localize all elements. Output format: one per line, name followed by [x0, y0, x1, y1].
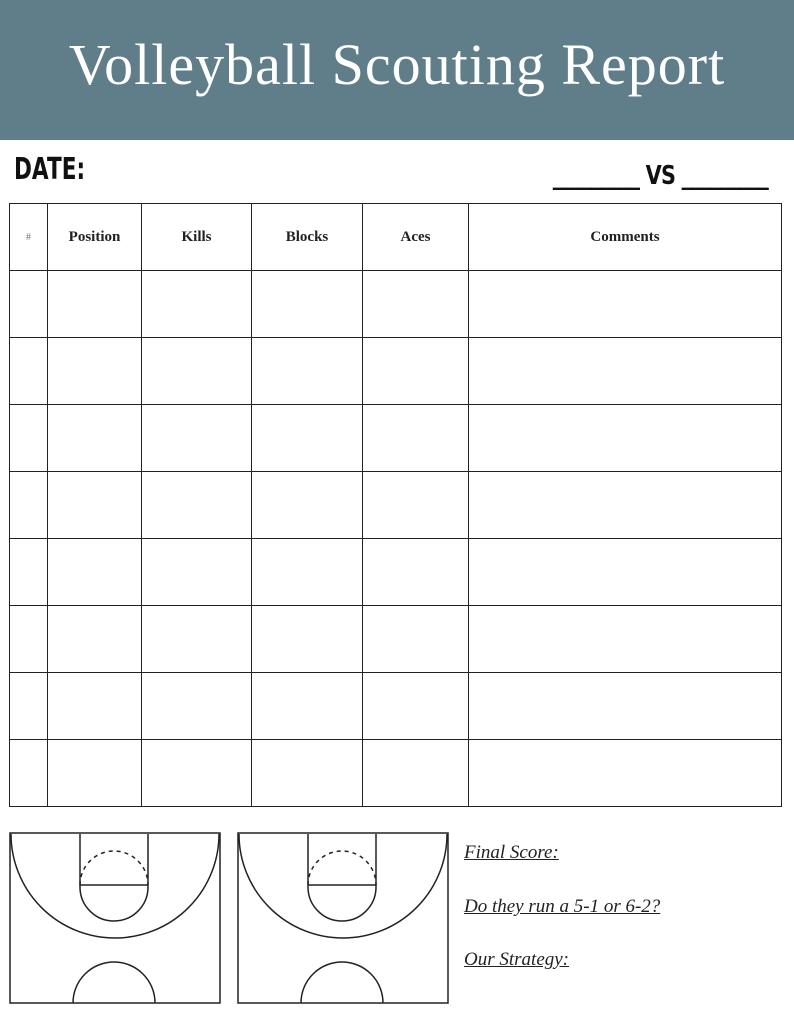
cell-comments[interactable] — [469, 338, 782, 405]
cell-aces[interactable] — [363, 740, 469, 807]
column-header-comments: Comments — [469, 204, 782, 271]
vs-label: VS — [645, 161, 676, 191]
cell-position[interactable] — [48, 472, 142, 539]
date-label: DATE: — [14, 152, 86, 187]
cell-kills[interactable] — [142, 405, 252, 472]
cell-kills[interactable] — [142, 606, 252, 673]
cell-position[interactable] — [48, 539, 142, 606]
cell-blocks[interactable] — [252, 539, 363, 606]
court-diagram-right — [237, 832, 449, 1004]
column-header-kills: Kills — [142, 204, 252, 271]
court-diagram-left — [9, 832, 221, 1004]
cell-aces[interactable] — [363, 405, 469, 472]
cell-aces[interactable] — [363, 338, 469, 405]
header-banner — [0, 0, 794, 140]
cell-blocks[interactable] — [252, 740, 363, 807]
column-header-aces: Aces — [363, 204, 469, 271]
final-score-label: Final Score: — [464, 842, 559, 863]
column-header-number: # — [10, 204, 48, 271]
cell-kills[interactable] — [142, 539, 252, 606]
table-row — [10, 606, 782, 673]
column-header-blocks: Blocks — [252, 204, 363, 271]
rotation-question-label: Do they run a 5-1 or 6-2? — [464, 896, 661, 917]
cell-comments[interactable] — [469, 405, 782, 472]
table-body — [10, 271, 782, 807]
page-title: Volleyball Scouting Report — [68, 32, 726, 97]
team-blank-right[interactable]: _________ — [681, 161, 768, 191]
cell-position[interactable] — [48, 405, 142, 472]
half-court-diagram-icon — [9, 832, 221, 1004]
cell-number[interactable] — [10, 271, 48, 338]
cell-kills[interactable] — [142, 673, 252, 740]
cell-number[interactable] — [10, 539, 48, 606]
cell-kills[interactable] — [142, 338, 252, 405]
cell-aces[interactable] — [363, 271, 469, 338]
cell-position[interactable] — [48, 338, 142, 405]
cell-comments[interactable] — [469, 606, 782, 673]
cell-number[interactable] — [10, 740, 48, 807]
cell-number[interactable] — [10, 606, 48, 673]
team-blank-left[interactable]: _________ — [552, 161, 640, 191]
cell-position[interactable] — [48, 271, 142, 338]
cell-kills[interactable] — [142, 472, 252, 539]
cell-number[interactable] — [10, 472, 48, 539]
cell-comments[interactable] — [469, 271, 782, 338]
cell-blocks[interactable] — [252, 606, 363, 673]
table-row — [10, 539, 782, 606]
table-row — [10, 271, 782, 338]
table-row — [10, 673, 782, 740]
cell-blocks[interactable] — [252, 338, 363, 405]
cell-aces[interactable] — [363, 606, 469, 673]
cell-aces[interactable] — [363, 673, 469, 740]
cell-position[interactable] — [48, 673, 142, 740]
table-row — [10, 405, 782, 472]
cell-blocks[interactable] — [252, 472, 363, 539]
cell-kills[interactable] — [142, 271, 252, 338]
cell-aces[interactable] — [363, 539, 469, 606]
half-court-diagram-icon — [237, 832, 449, 1004]
cell-comments[interactable] — [469, 472, 782, 539]
cell-blocks[interactable] — [252, 405, 363, 472]
cell-number[interactable] — [10, 338, 48, 405]
cell-blocks[interactable] — [252, 271, 363, 338]
cell-kills[interactable] — [142, 740, 252, 807]
cell-aces[interactable] — [363, 472, 469, 539]
cell-number[interactable] — [10, 673, 48, 740]
cell-blocks[interactable] — [252, 673, 363, 740]
cell-comments[interactable] — [469, 673, 782, 740]
cell-comments[interactable] — [469, 740, 782, 807]
stats-table — [9, 203, 782, 807]
cell-position[interactable] — [48, 740, 142, 807]
table-row — [10, 338, 782, 405]
matchup-line — [553, 156, 768, 196]
cell-number[interactable] — [10, 405, 48, 472]
table-header-row — [10, 204, 782, 271]
cell-comments[interactable] — [469, 539, 782, 606]
table-row — [10, 740, 782, 807]
our-strategy-label: Our Strategy: — [464, 949, 570, 970]
column-header-position: Position — [48, 204, 142, 271]
cell-position[interactable] — [48, 606, 142, 673]
table-row — [10, 472, 782, 539]
